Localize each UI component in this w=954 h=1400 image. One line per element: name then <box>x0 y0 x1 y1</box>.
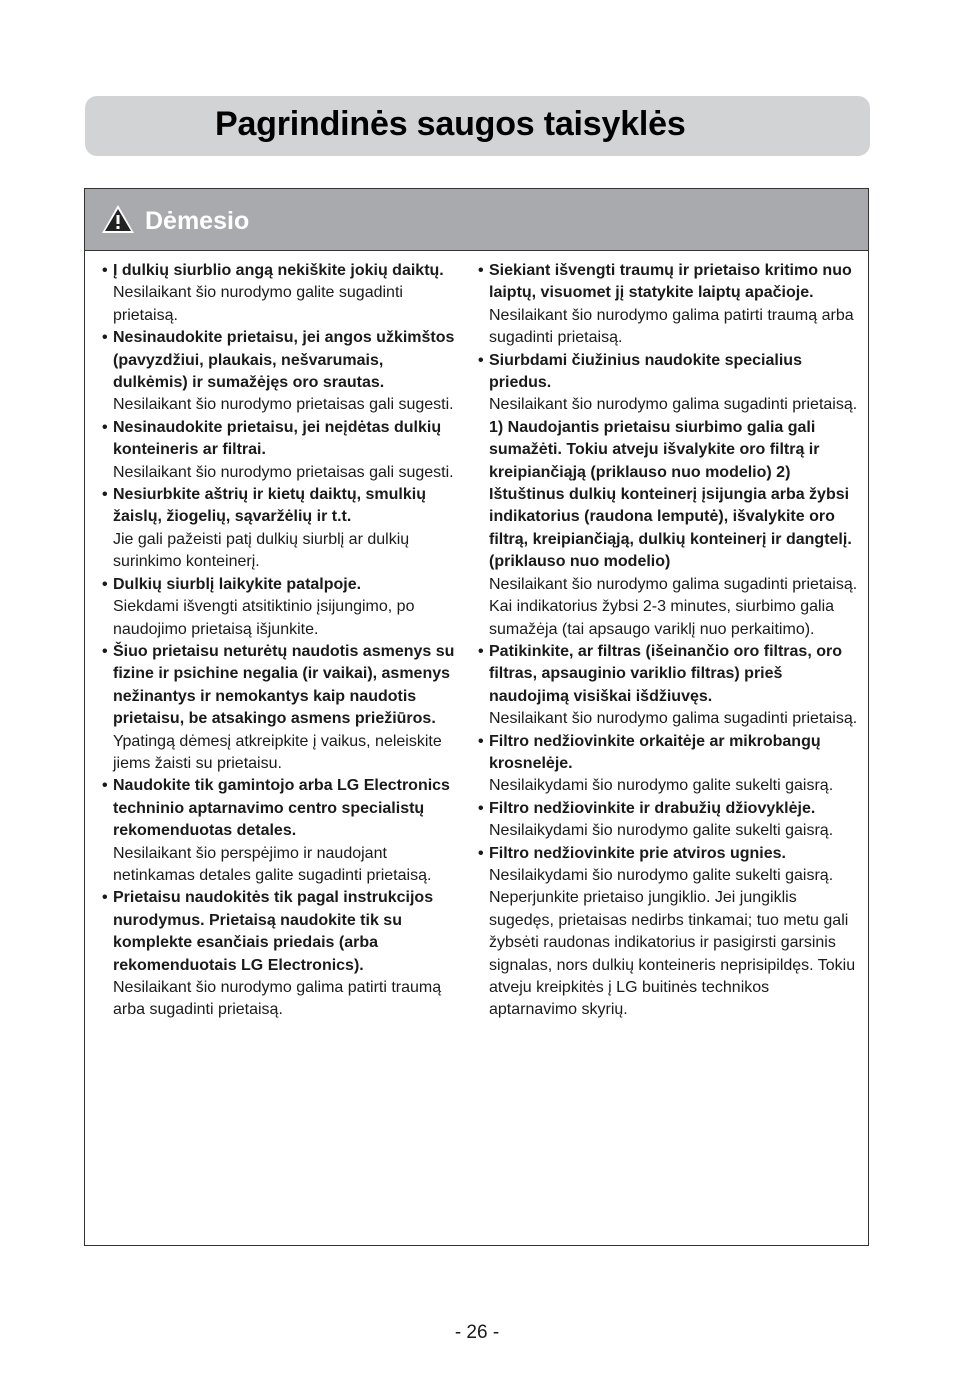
item-bold: Siurbdami čiužinius naudokite specialius priedus. <box>489 351 802 392</box>
list-item <box>478 641 858 731</box>
list-item <box>102 641 457 775</box>
list-item-detail <box>478 887 858 1021</box>
item-bold: Siekiant išvengti traumų ir prietaiso kritimo nuo laiptų, visuomet jį statykite laiptų apačioje. <box>489 262 852 302</box>
list-item <box>478 843 858 888</box>
left-column <box>102 260 457 1022</box>
item-text: Nesilaikant šio perspėjimo ir naudojant netinkamas detales galite sugadinti prietaisą. <box>113 844 432 884</box>
item-bold: Filtro nedžiovinkite ir drabužių džiovyklėje. <box>489 799 816 817</box>
item-text: Nesilaikydami šio nurodymo galite sukelti gaisrą. <box>489 777 834 795</box>
item-text: Nesilaikydami šio nurodymo galite sukelti gaisrą. <box>489 822 834 840</box>
item-bold: Prietaisu naudokitės tik pagal instrukcijos nurodymus. Prietaisą naudokite tik su komplekte esančiais priedais (arba rekomenduotais LG Electronics). <box>113 889 434 974</box>
page-title: Pagrindinės saugos taisyklės <box>215 105 686 143</box>
list-item <box>478 798 858 843</box>
list-item <box>102 417 457 484</box>
bullet: • <box>102 575 108 593</box>
bullet: • <box>478 732 484 750</box>
item-bold: Į dulkių siurblio angą nekiškite jokių daiktų. <box>113 262 444 279</box>
bullet: • <box>478 844 484 862</box>
list-item <box>478 350 858 417</box>
list-item <box>102 260 457 327</box>
item-text: Nesilaikant šio nurodymo prietaisas gali sugesti. <box>113 396 454 414</box>
warning-box <box>84 188 869 1246</box>
list-item <box>102 327 457 417</box>
right-column <box>478 260 858 1022</box>
list-item <box>102 775 457 887</box>
list-item <box>102 887 457 1021</box>
list-item-detail <box>478 417 858 641</box>
bullet: • <box>102 777 108 795</box>
item-bold: 1) Naudojantis prietaisu siurbimo galia gali sumažėti. Tokiu atveju išvalykite oro filtrą ir kreipiančiąją (priklauso nuo modelio) 2) Ištuštinus dulkių konteinerį įsijungia arba žybsi indikatorius (raudona lemputė), išvalykite oro filtrą, kreipiančiąją, dulkių konteinerį ir dangtelį. (priklauso nuo modelio) <box>489 418 852 571</box>
item-text: Nesilaikant šio nurodymo galima sugadinti prietaisą. <box>489 710 858 728</box>
title-bar <box>85 96 870 156</box>
bullet: • <box>102 262 108 279</box>
item-text: Nesilaikant šio nurodymo prietaisas gali sugesti. <box>113 463 454 481</box>
item-bold: Dulkių siurblį laikykite patalpoje. <box>113 575 362 593</box>
bullet: • <box>478 642 484 660</box>
item-text: Nesilaikydami šio nurodymo galite sukelti gaisrą. <box>489 866 834 884</box>
item-bold: Naudokite tik gamintojo arba LG Electronics techninio aptarnavimo centro specialistų rekomenduotas detales. <box>113 777 450 840</box>
warning-header <box>85 189 868 251</box>
item-text: Nesilaikant šio nurodymo galima sugadinti prietaisą. Kai indikatorius žybsi 2-3 minutes, siurbimo galia sumažėja (tai apsaugo variklį nuo perkaitimo). <box>489 575 858 638</box>
list-item <box>102 484 457 574</box>
item-text: Siekdami išvengti atsitiktinio įsijungimo, po naudojimo prietaisą išjunkite. <box>113 598 415 638</box>
list-item <box>478 260 858 350</box>
item-bold: Nesinaudokite prietaisu, jei angos užkimštos (pavyzdžiui, plaukais, nešvarumais, dulkėmis) ir sumažėjęs oro srautas. <box>113 329 455 392</box>
item-bold: Filtro nedžiovinkite prie atviros ugnies. <box>489 844 786 862</box>
item-text: Neperjunkite prietaiso jungiklio. Jei jungiklis sugedęs, prietaisas nedirbs tinkamai; tuo metu gali žybsėti raudonas indikatorius ir pasigirsti garsinis signalas, nors dulkių konteineris neprisipildęs. Tokiu atveju kreipkitės į LG buitinės technikos aptarnavimo skyrių. <box>489 889 856 1019</box>
page-number: - 26 - <box>454 1322 500 1343</box>
item-text: Ypatingą dėmesį atkreipkite į vaikus, neleiskite jiems žaisti su prietaisu. <box>113 732 442 772</box>
bullet: • <box>102 889 108 907</box>
bullet: • <box>102 418 108 436</box>
item-bold: Nesinaudokite prietaisu, jei neįdėtas dulkių konteineris ar filtrai. <box>113 418 442 459</box>
item-bold: Šiuo prietaisu neturėtų naudotis asmenys su fizine ir psichine negalia (ir vaikai), asmenys nežinantys ir nemokantys kaip naudotis prietaisu, be atsakingo asmens priežiūros. <box>113 642 455 728</box>
bullet: • <box>102 642 108 660</box>
item-bold: Filtro nedžiovinkite orkaitėje ar mikrobangų krosnelėje. <box>489 732 821 772</box>
item-text: Nesilaikant šio nurodymo galima sugadinti prietaisą. <box>489 396 858 414</box>
bullet: • <box>478 799 484 817</box>
item-bold: Patikinkite, ar filtras (išeinančio oro filtras, oro filtras, apsauginio variklio filtras) prieš naudojimą visiškai išdžiuvęs. <box>489 642 842 705</box>
item-text: Jie gali pažeisti patį dulkių siurblį ar dulkių surinkimo konteinerį. <box>113 530 410 571</box>
bullet: • <box>478 262 484 279</box>
bullet: • <box>102 329 108 347</box>
list-item <box>102 574 457 641</box>
item-text: Nesilaikant šio nurodymo galima patirti traumą arba sugadinti prietaisą. <box>113 979 442 1019</box>
warning-triangle-icon <box>101 204 135 234</box>
item-bold: Nesiurbkite aštrių ir kietų daiktų, smulkių žaislų, žiogelių, sąvaržėlių ir t.t. <box>113 486 426 526</box>
warning-title: Dėmesio <box>145 207 250 235</box>
bullet: • <box>102 486 108 504</box>
bullet: • <box>478 351 484 369</box>
item-text: Nesilaikant šio nurodymo galite sugadinti prietaisą. <box>113 284 403 324</box>
item-text: Nesilaikant šio nurodymo galima patirti traumą arba sugadinti prietaisą. <box>489 306 854 347</box>
list-item <box>478 731 858 798</box>
